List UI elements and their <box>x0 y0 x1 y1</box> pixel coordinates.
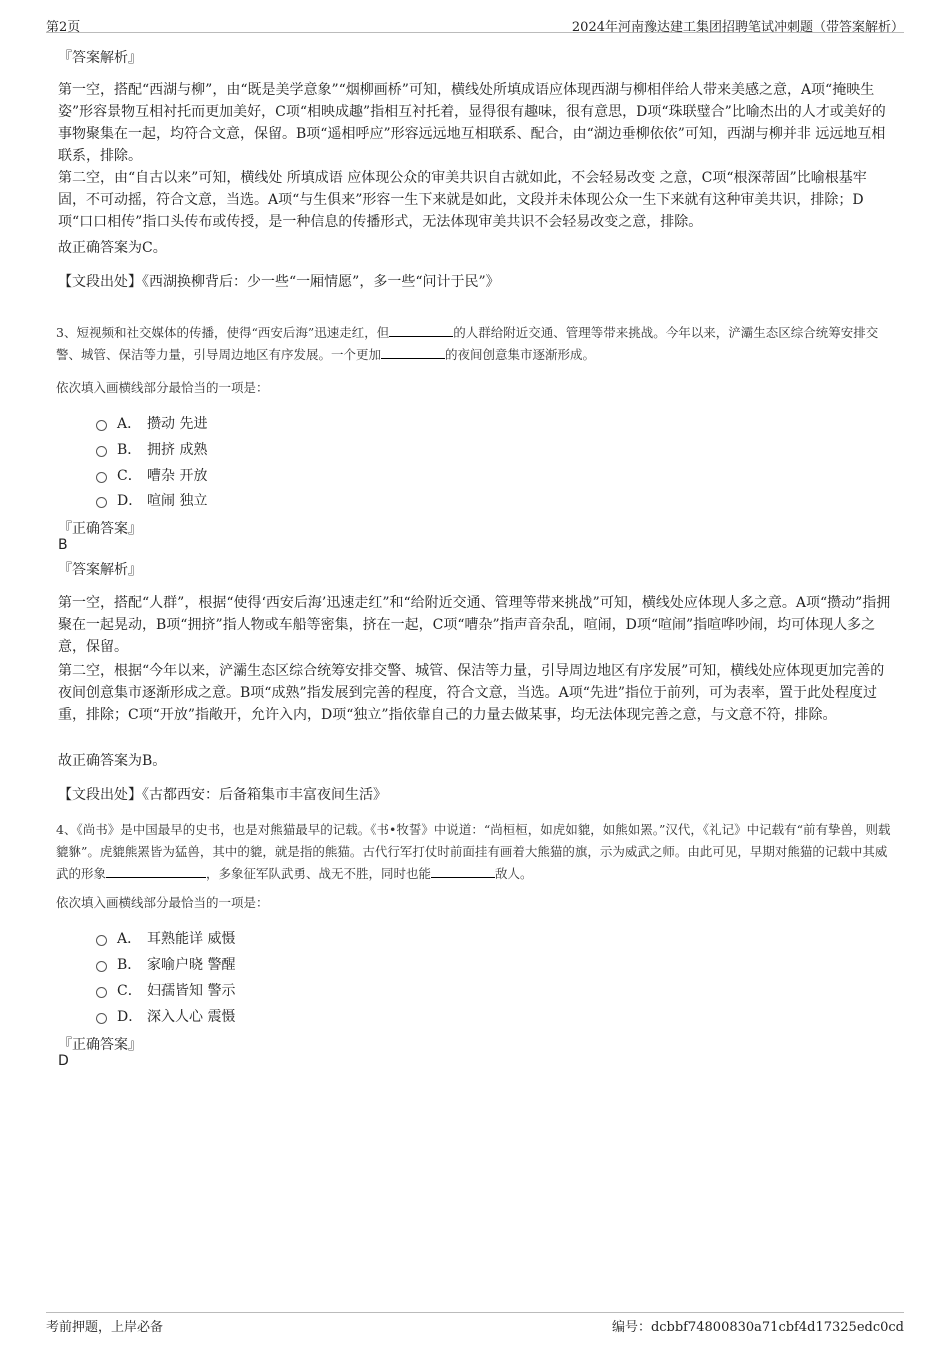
radio-icon[interactable] <box>96 472 107 483</box>
radio-icon[interactable] <box>96 1013 107 1024</box>
q2-analysis-para1: 第一空，搭配“西湖与柳”，由“既是美学意象”“烟柳画桥”可知，横线处所填成语应体现西湖与柳相伴给人带来美感之意，A项“掩映生姿”形容景物互相衬托而更加美好，C项“相映成趣”指相互衬托着，显得很有趣味，很有意思，D项“珠联璧合”比喻杰出的人才或美好的事物聚集在一起，均符合文意，保留。B项“遥相呼应”形容远远地互相联系、配合，由“湖边垂柳依依”可知，西湖与柳并非 远远地互相联系，排除。 <box>58 82 886 164</box>
q3-analysis-para1: 第一空，搭配“人群”，根据“使得‘西安后海’迅速走红”和“给附近交通、管理等带来挑战”可知，横线处应体现人多之意。A项“攒动”指拥聚在一起晃动，B项“拥挤”指人物或车船等密集，挤在一起，C项“嘈杂”指声音杂乱，喧闹，D项“喧闹”指喧哗吵闹，均可体现人多之意，保留。 <box>58 595 891 655</box>
page-header <box>46 0 904 33</box>
document-id: 编号：dcbbf74800830a71cbf4d17325edc0cd <box>611 1320 904 1335</box>
page-footer <box>46 1312 904 1343</box>
footer-slogan: 考前押题，上岸必备 <box>46 1320 164 1335</box>
q3-source: 【文段出处】《古都西安：后备箱集市丰富夜间生活》 <box>58 787 387 803</box>
page-number: 第2页 <box>46 20 81 35</box>
q2-analysis-para2: 第二空，由“自古以来”可知，横线处 所填成语 应体现公众的审美共识自古就如此，不会轻易改变 之意，C项“根深蒂固”比喻根基牢固，不可动摇，符合文意，当选。A项“与生俱来”形容一生下来就是如此，文段并未体现公众一生下来就有这种审美共识，排除；D项“口口相传”指口头传布或传授，是一种信息的传播形式，无法体现审美共识不会轻易改变之意，排除。 <box>58 170 867 230</box>
q3-option-b[interactable]: B． 拥挤 成熟 <box>96 438 207 460</box>
q4-option-b[interactable]: B． 家喻户晓 警醒 <box>96 953 235 975</box>
radio-icon[interactable] <box>96 935 107 946</box>
q3-stem: 3、短视频和社交媒体的传播，使得“西安后海”迅速走红，但 的人群给附近交通、管理等带来挑战。今年以来，浐灞生态区综合统筹安排交警、城管、保洁等力量，引导周边地区有序发展。一个更加 的夜间创意集市逐渐形成。 <box>56 322 896 366</box>
q3-correct-answer: B <box>58 537 68 553</box>
q4-stem: 4、《尚书》是中国最早的史书，也是对熊猫最早的记载。《书•牧誓》中说道：“尚桓桓，如虎如貔，如熊如罴。”汉代，《礼记》中记载有“前有挚兽，则载貔貅”。虎貔熊罴皆为猛兽，其中的貔，就是指的熊猫。古代行军打仗时前面挂有画着大熊猫的旗，示为威武之师。由此可见，早期对熊猫的记载中其威武的形象 ，多象征军队武勇、战无不胜，同时也能 敌人。 <box>56 822 891 881</box>
q2-source: 【文段出处】《西湖换柳背后：少一些“一厢情愿”，多一些“问计于民”》 <box>58 274 500 290</box>
radio-icon[interactable] <box>96 420 107 431</box>
q4-option-a[interactable]: A． 耳熟能详 威慑 <box>96 927 235 949</box>
q4-option-d[interactable]: D． 深入人心 震慑 <box>96 1005 235 1027</box>
q4-instruction: 依次填入画横线部分最恰当的一项是： <box>56 895 269 910</box>
blank-line <box>431 863 495 878</box>
q3-analysis-para2: 第二空，根据“今年以来，浐灞生态区综合统筹安排交警、城管、保洁等力量，引导周边地区有序发展”可知，横线处应体现更加完善的夜间创意集市逐渐形成之意。B项“成熟”指发展到完善的程度，符合文意，当选。A项“先进”指位于前列，可为表率，置于此处程度过重，排除；C项“开放”指敞开，允许入内，D项“独立”指依靠自己的力量去做某事，均无法体现完善之意，与文意不符，排除。 <box>58 663 885 723</box>
q4-correct-heading: 『正确答案』 <box>58 1037 142 1053</box>
q3-analysis-heading: 『答案解析』 <box>58 562 142 578</box>
q3-option-c[interactable]: C． 嘈杂 开放 <box>96 464 207 486</box>
blank-line <box>106 863 206 878</box>
document-title: 2024年河南豫达建工集团招聘笔试冲刺题（带答案解析） <box>571 20 904 35</box>
q2-analysis-heading: 『答案解析』 <box>58 50 142 66</box>
q3-conclusion: 故正确答案为B。 <box>58 753 167 769</box>
blank-line <box>381 344 445 359</box>
radio-icon[interactable] <box>96 987 107 998</box>
q3-option-a[interactable]: A． 攒动 先进 <box>96 412 207 434</box>
q2-conclusion: 故正确答案为C。 <box>58 240 167 256</box>
q3-instruction: 依次填入画横线部分最恰当的一项是： <box>56 380 269 395</box>
q4-correct-answer: D <box>58 1053 69 1069</box>
q3-option-d[interactable]: D． 喧闹 独立 <box>96 489 207 511</box>
radio-icon[interactable] <box>96 961 107 972</box>
blank-line <box>389 322 453 337</box>
radio-icon[interactable] <box>96 446 107 457</box>
radio-icon[interactable] <box>96 497 107 508</box>
q3-correct-heading: 『正确答案』 <box>58 521 142 537</box>
q4-option-c[interactable]: C． 妇孺皆知 警示 <box>96 979 235 1001</box>
